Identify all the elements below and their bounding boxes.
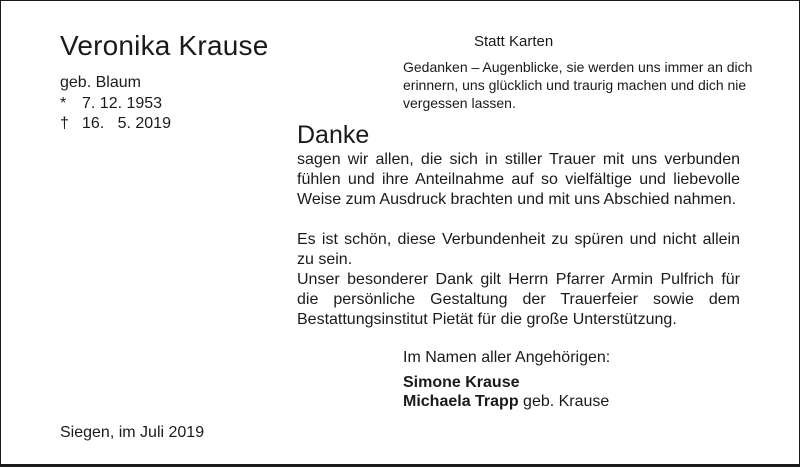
born-symbol: * [60,95,67,112]
place-date: Siegen, im Juli 2019 [60,424,205,441]
signer-1: Simone Krause [403,374,520,391]
born-date: 7. 12. 1953 [82,95,163,112]
quote: Gedanken – Augenblicke, sie werden uns immer an dich erinnern, uns glücklich und traurig machen und dich nie vergessen lassen. [403,59,753,111]
birth-name: geb. Blaum [60,74,141,91]
danke-title: Danke [297,121,370,149]
paragraph-connection: Es ist schön, diese Verbundenheit zu spüren und nicht allein zu sein. [297,231,740,268]
signer-2-name: Michaela Trapp [403,393,519,410]
died-date: 16. 5. 2019 [82,115,171,132]
died-symbol: † [60,115,69,132]
born-line [60,94,162,114]
paragraph-thanks: sagen wir allen, die sich in stiller Trauer mit uns verbunden fühlen und ihre Anteilnahme auf so vielfältige und liebevolle Weise zum Ausdruck brachten und mit uns Abschied nahmen. [297,151,740,208]
paragraph-special-thanks: Unser besonderer Dank gilt Herrn Pfarrer Armin Pulfrich für die persönliche Gestaltung der Trauerfeier sowie dem Bestattungsinstitut Pietät für die große Unterstützung. [297,271,740,328]
statt-karten: Statt Karten [474,33,554,50]
signer-2-suffix: geb. Krause [518,393,610,410]
died-line [60,114,171,134]
signer-2 [403,393,609,411]
deceased-name: Veronika Krause [60,30,269,61]
signature-intro: Im Namen aller Angehörigen: [403,349,611,366]
